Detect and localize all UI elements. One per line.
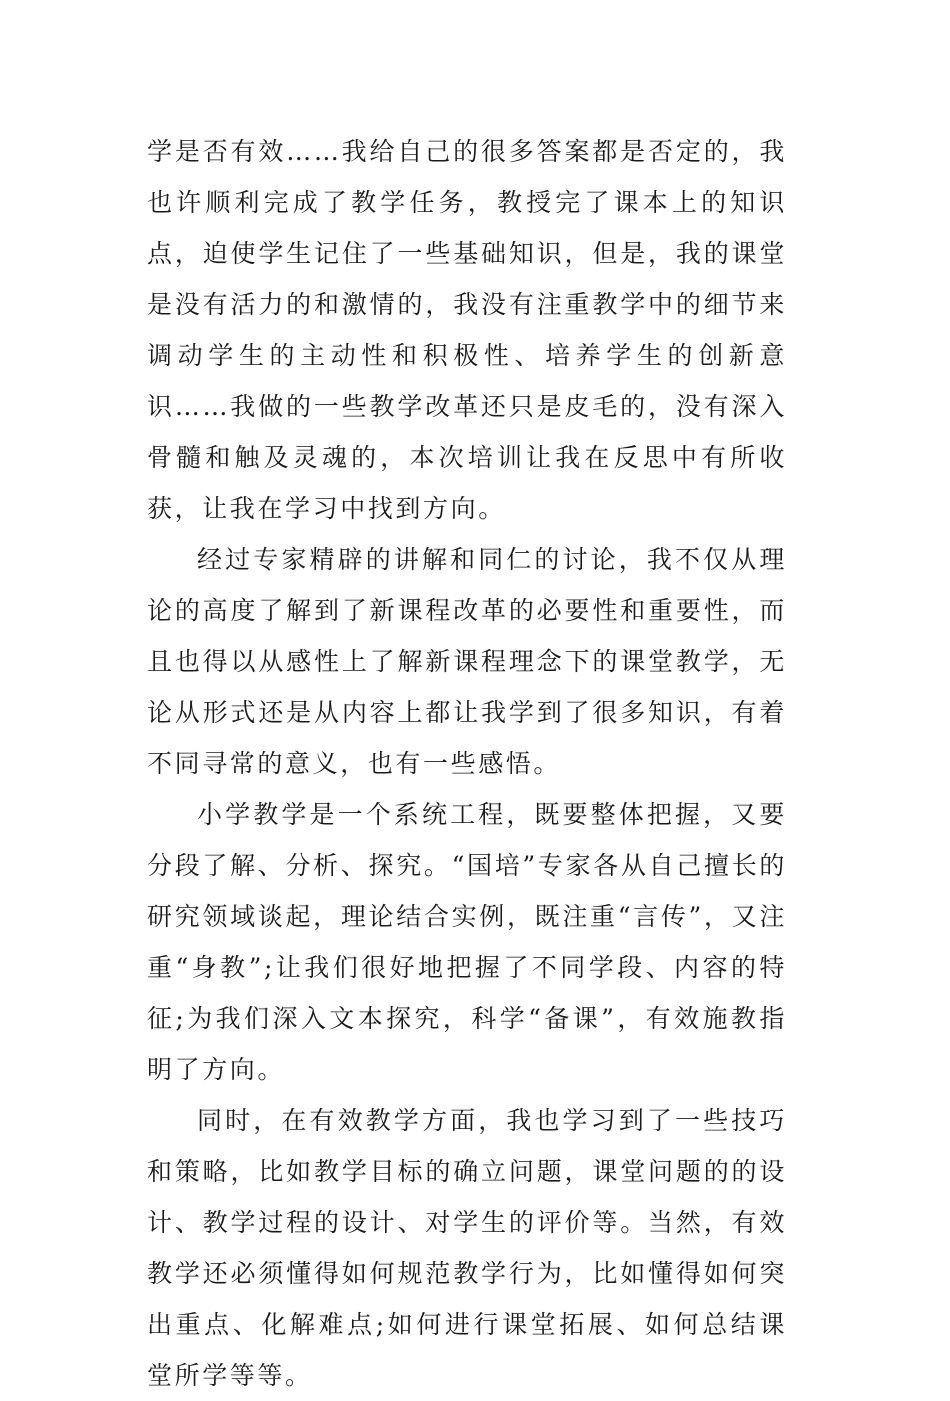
- paragraph-continuation: 学是否有效……我给自己的很多答案都是否定的，我也许顺利完成了教学任务，教授完了课本上的知识点，迫使学生记住了一些基础知识，但是，我的课堂是没有活力的和激情的，我没有注重教学中的细节来调动学生的主动性和积极性、培养学生的创新意识……我做的一些教学改革还只是皮毛的，没有深入骨髓和触及灵魂的，本次培训让我在反思中有所收获，让我在学习中找到方向。: [147, 137, 787, 523]
- document-body: [147, 126, 787, 1401]
- paragraph-primary-teaching: 小学教学是一个系统工程，既要整体把握，又要分段了解、分析、探究。“国培”专家各从自己擅长的研究领域谈起，理论结合实例，既注重“言传”，又注重“身教”;让我们很好地把握了不同学段、内容的特征;为我们深入文本探究，科学“备课”，有效施教指明了方向。: [147, 800, 787, 1084]
- paragraph-expert-lectures: 经过专家精辟的讲解和同仁的讨论，我不仅从理论的高度了解到了新课程改革的必要性和重要性，而且也得以从感性上了解新课程理念下的课堂教学，无论从形式还是从内容上都让我学到了很多知识，有着不同寻常的意义，也有一些感悟。: [147, 545, 787, 778]
- paragraph-effective-teaching: 同时，在有效教学方面，我也学习到了一些技巧和策略，比如教学目标的确立问题，课堂问题的的设计、教学过程的设计、对学生的评价等。当然，有效教学还必须懂得如何规范教学行为，比如懂得如何突出重点、化解难点;如何进行课堂拓展、如何总结课堂所学等等。: [147, 1106, 787, 1390]
